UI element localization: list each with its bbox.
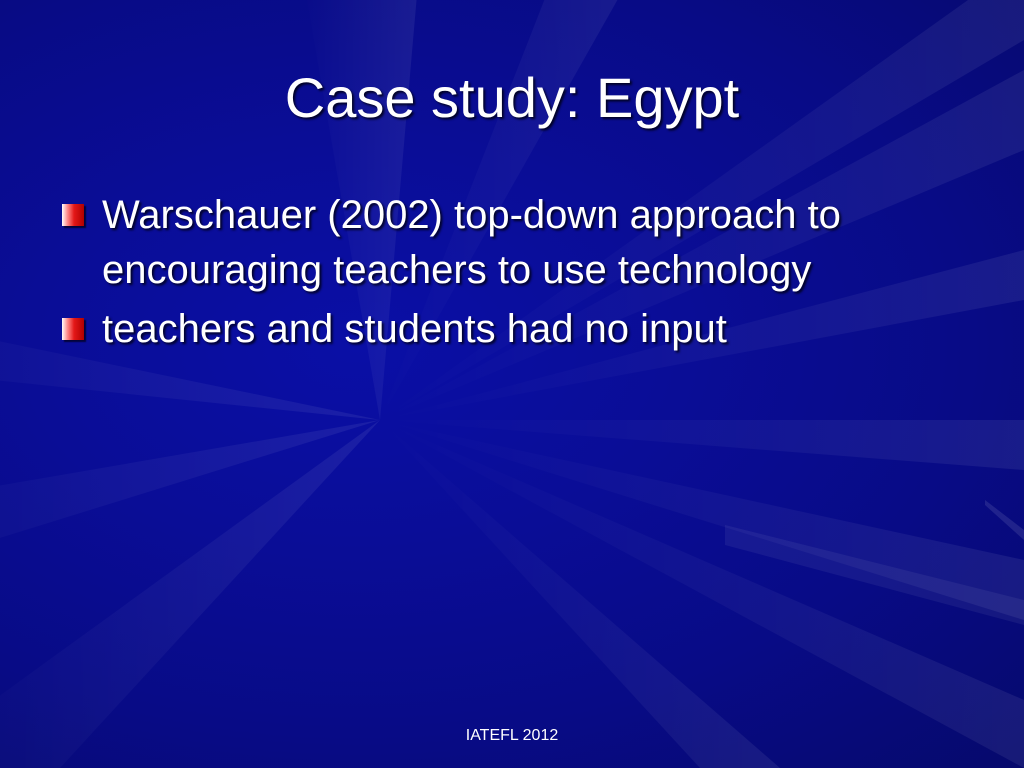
red-gradient-square-icon	[62, 204, 84, 226]
bullet-text: Warschauer (2002) top-down approach to encouraging teachers to use technology	[102, 193, 841, 292]
bullet-list	[62, 188, 962, 361]
bullet-text: teachers and students had no input	[102, 307, 727, 351]
bullet-item	[62, 188, 962, 298]
slide-title: Case study: Egypt	[284, 66, 740, 129]
bullet-item	[62, 302, 962, 357]
red-gradient-square-icon	[62, 318, 84, 340]
footer-text: IATEFL 2012	[465, 727, 559, 744]
